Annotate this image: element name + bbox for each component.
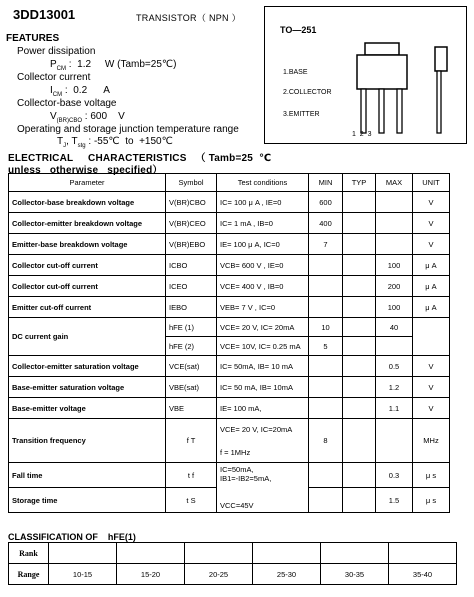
- condition-cell: [217, 463, 309, 513]
- typ-cell: [343, 398, 376, 419]
- max-cell: 200: [376, 276, 413, 297]
- electrical-heading-2: unless otherwise specified）: [8, 165, 163, 176]
- table-row: [9, 419, 450, 463]
- condition-cell: VCE= 20 V, IC= 20mA: [217, 318, 309, 337]
- range-cell: 30-35: [321, 564, 389, 585]
- param-cell: Collector-base breakdown voltage: [9, 192, 166, 213]
- transistor-type: TRANSISTOR（ NPN ）: [136, 13, 241, 23]
- unit-cell: [413, 318, 450, 356]
- min-cell: 8: [309, 419, 343, 463]
- max-cell: 40: [376, 318, 413, 337]
- condition-cell: IE= 100 μ A, IC=0: [217, 234, 309, 255]
- symbol-cell: ICEO: [166, 276, 217, 297]
- table-row: [9, 398, 450, 419]
- rank-cell: [253, 543, 321, 564]
- package-box: [264, 6, 467, 144]
- table-row: [9, 234, 450, 255]
- condition-cell: IC= 50 mA, IB= 10mA: [217, 377, 309, 398]
- package-side-icon: [433, 37, 453, 137]
- unit-cell: V: [413, 356, 450, 377]
- max-cell: 1.1: [376, 398, 413, 419]
- typ-cell: [343, 377, 376, 398]
- max-cell: 100: [376, 297, 413, 318]
- max-cell: 0.3: [376, 463, 413, 488]
- unit-cell: V: [413, 398, 450, 419]
- unit-cell: V: [413, 213, 450, 234]
- symbol-cell: V(BR)CBO: [166, 192, 217, 213]
- max-cell: 1.5: [376, 488, 413, 513]
- param-cell: Collector cut-off current: [9, 255, 166, 276]
- min-cell: [309, 463, 343, 488]
- condition-cell: VCB= 600 V , IE=0: [217, 255, 309, 276]
- param-cell: DC current gain: [9, 318, 166, 356]
- min-cell: [309, 356, 343, 377]
- min-cell: 400: [309, 213, 343, 234]
- condition-cell: VCE= 400 V , IB=0: [217, 276, 309, 297]
- range-label: Range: [9, 564, 49, 585]
- table-row: [9, 377, 450, 398]
- typ-cell: [343, 356, 376, 377]
- unit-cell: μ s: [413, 488, 450, 513]
- current-line: $I_{CM}$ : 0.2 A: [50, 85, 110, 98]
- min-cell: [309, 297, 343, 318]
- condition-line: VCE= 20 V, IC=20mA: [220, 424, 293, 434]
- condition-cell: [217, 419, 309, 463]
- condition-line: IB1=-IB2=5mA,: [220, 474, 272, 483]
- unit-cell: MHz: [413, 419, 450, 463]
- condition-line: f = 1MHz: [220, 447, 251, 457]
- table-row: [9, 463, 450, 488]
- symbol-cell: V(BR)EBO: [166, 234, 217, 255]
- range-row: [9, 564, 457, 585]
- part-number: 3DD13001: [13, 7, 76, 22]
- param-cell: Base-emitter saturation voltage: [9, 377, 166, 398]
- header-cell: Parameter: [9, 174, 166, 192]
- min-cell: 600: [309, 192, 343, 213]
- symbol-cell: IEBO: [166, 297, 217, 318]
- rank-cell: [185, 543, 253, 564]
- package-outline-icon: [347, 37, 417, 137]
- param-cell: Collector-emitter breakdown voltage: [9, 213, 166, 234]
- symbol-cell: t f: [166, 463, 217, 488]
- condition-cell: IE= 100 mA,: [217, 398, 309, 419]
- current-label: Collector current: [17, 72, 91, 83]
- max-cell: 1.2: [376, 377, 413, 398]
- condition-cell: IC= 1 mA , IB=0: [217, 213, 309, 234]
- table-row: [9, 297, 450, 318]
- condition-line: VCC=45V: [220, 501, 254, 510]
- temp-line: $T_J$, $T_{stg}$ : -55℃ to +150℃: [57, 136, 173, 149]
- pin-numbers: 1 2 3: [352, 131, 372, 138]
- range-cell: 35-40: [389, 564, 457, 585]
- classification-table: [8, 542, 457, 585]
- characteristics-table: [8, 173, 450, 513]
- power-line: $P_{CM}$ : 1.2 W (Tamb=25℃): [50, 59, 177, 72]
- rank-cell: [321, 543, 389, 564]
- symbol-cell: hFE (2): [166, 337, 217, 356]
- header-cell: TYP: [343, 174, 376, 192]
- min-cell: 5: [309, 337, 343, 356]
- condition-line: IC=50mA,: [220, 465, 254, 474]
- unit-cell: V: [413, 192, 450, 213]
- range-cell: 15-20: [117, 564, 185, 585]
- condition-cell: IC= 50mA, IB= 10 mA: [217, 356, 309, 377]
- max-cell: [376, 419, 413, 463]
- unit-cell: μ A: [413, 297, 450, 318]
- header-cell: UNIT: [413, 174, 450, 192]
- typ-cell: [343, 213, 376, 234]
- symbol-cell: hFE (1): [166, 318, 217, 337]
- param-cell: Transition frequency: [9, 419, 166, 463]
- header-cell: MAX: [376, 174, 413, 192]
- param-cell: Collector cut-off current: [9, 276, 166, 297]
- typ-cell: [343, 318, 376, 337]
- typ-cell: [343, 192, 376, 213]
- symbol-cell: VBE(sat): [166, 377, 217, 398]
- max-cell: [376, 234, 413, 255]
- min-cell: [309, 488, 343, 513]
- typ-cell: [343, 419, 376, 463]
- unit-cell: μ A: [413, 255, 450, 276]
- symbol-cell: VBE: [166, 398, 217, 419]
- table-row: [9, 213, 450, 234]
- min-cell: [309, 255, 343, 276]
- min-cell: [309, 398, 343, 419]
- rank-row: [9, 543, 457, 564]
- table-row: [9, 318, 450, 337]
- symbol-cell: V(BR)CEO: [166, 213, 217, 234]
- max-cell: 100: [376, 255, 413, 276]
- symbol-cell: ICBO: [166, 255, 217, 276]
- typ-cell: [343, 234, 376, 255]
- param-cell: Base-emitter voltage: [9, 398, 166, 419]
- param-cell: Fall time: [9, 463, 166, 488]
- min-cell: [309, 377, 343, 398]
- pin-3-label: 3.EMITTER: [283, 111, 320, 118]
- typ-cell: [343, 276, 376, 297]
- table-row: [9, 276, 450, 297]
- min-cell: 10: [309, 318, 343, 337]
- header-cell: MIN: [309, 174, 343, 192]
- param-cell: Collector-emitter saturation voltage: [9, 356, 166, 377]
- unit-cell: μ A: [413, 276, 450, 297]
- symbol-cell: VCE(sat): [166, 356, 217, 377]
- table-header: [9, 174, 450, 192]
- power-label: Power dissipation: [17, 46, 96, 57]
- typ-cell: [343, 463, 376, 488]
- range-cell: 25-30: [253, 564, 321, 585]
- header-cell: Symbol: [166, 174, 217, 192]
- typ-cell: [343, 488, 376, 513]
- table-row: [9, 192, 450, 213]
- min-cell: 7: [309, 234, 343, 255]
- temp-label: Operating and storage junction temperature range: [17, 124, 239, 135]
- electrical-heading: ELECTRICAL CHARACTERISTICS （ Tamb=25 ℃: [8, 153, 272, 164]
- param-cell: Storage time: [9, 488, 166, 513]
- voltage-label: Collector-base voltage: [17, 98, 117, 109]
- pin-2-label: 2.COLLECTOR: [283, 89, 332, 96]
- symbol-cell: t S: [166, 488, 217, 513]
- pin-1-label: 1.BASE: [283, 69, 308, 76]
- table-row: [9, 255, 450, 276]
- range-cell: 10-15: [49, 564, 117, 585]
- typ-cell: [343, 337, 376, 356]
- unit-cell: μ s: [413, 463, 450, 488]
- unit-cell: V: [413, 377, 450, 398]
- classification-heading: CLASSIFICATION OF hFE(1): [8, 532, 136, 542]
- rank-cell: [117, 543, 185, 564]
- symbol-cell: f T: [166, 419, 217, 463]
- unit-cell: V: [413, 234, 450, 255]
- condition-cell: VCE= 10V, IC= 0.25 mA: [217, 337, 309, 356]
- param-cell: Emitter-base breakdown voltage: [9, 234, 166, 255]
- features-heading: FEATURES: [6, 33, 60, 44]
- range-cell: 20-25: [185, 564, 253, 585]
- param-cell: Emitter cut-off current: [9, 297, 166, 318]
- condition-cell: IC= 100 μ A , IE=0: [217, 192, 309, 213]
- rank-cell: [389, 543, 457, 564]
- condition-cell: VEB= 7 V , IC=0: [217, 297, 309, 318]
- min-cell: [309, 276, 343, 297]
- rank-cell: [49, 543, 117, 564]
- max-cell: [376, 192, 413, 213]
- voltage-line: $V_{(BR)CBO}$ : 600 V: [50, 111, 125, 124]
- typ-cell: [343, 255, 376, 276]
- rank-label: Rank: [9, 543, 49, 564]
- header-cell: Test conditions: [217, 174, 309, 192]
- package-title: TO—251: [280, 25, 317, 35]
- table-row: [9, 356, 450, 377]
- typ-cell: [343, 297, 376, 318]
- max-cell: [376, 213, 413, 234]
- max-cell: [376, 337, 413, 356]
- max-cell: 0.5: [376, 356, 413, 377]
